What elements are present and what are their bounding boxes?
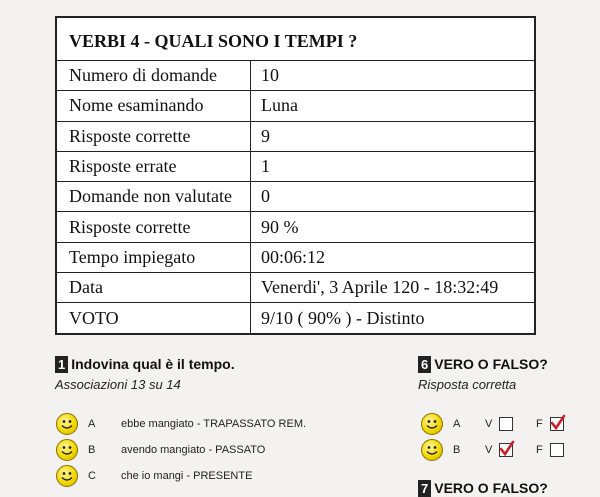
row-value: 90 %: [251, 212, 535, 242]
answer-letter: B: [88, 444, 96, 456]
table-row: [57, 91, 534, 121]
row-value: Venerdi', 3 Aprile 120 - 18:32:49: [251, 273, 535, 303]
results-report: [55, 16, 536, 335]
true-label: V: [485, 444, 493, 456]
table-row: [57, 273, 534, 303]
row-label: VOTO: [57, 303, 251, 333]
row-value: Luna: [251, 91, 535, 121]
question-title: Indovina qual è il tempo.: [71, 356, 235, 372]
table-row: [57, 242, 534, 272]
question-7-heading: [418, 480, 548, 497]
true-checkbox[interactable]: [499, 417, 513, 431]
table-row: [57, 61, 534, 91]
smiley-icon: [56, 465, 78, 487]
answer-letter: C: [88, 470, 96, 482]
answer-text: ebbe mangiato - TRAPASSATO REM.: [121, 418, 307, 430]
answer-letter: A: [88, 418, 96, 430]
results-table: [57, 61, 534, 333]
question-title: VERO O FALSO?: [434, 356, 548, 372]
smiley-icon: [56, 439, 78, 461]
true-label: V: [485, 418, 493, 430]
row-value: 9: [251, 121, 535, 151]
row-label: Risposte errate: [57, 151, 251, 181]
row-label: Tempo impiegato: [57, 242, 251, 272]
question-1-subtitle: Associazioni 13 su 14: [55, 377, 181, 392]
report-title: VERBI 4 - QUALI SONO I TEMPI ?: [57, 18, 534, 61]
row-value: 10: [261, 65, 279, 86]
false-label: F: [536, 444, 543, 456]
smiley-icon: [421, 413, 443, 435]
row-value: 00:06:12: [251, 242, 535, 272]
row-value: 9/10 ( 90% ) - Distinto: [251, 303, 535, 333]
check-mark-icon: [550, 414, 566, 432]
row-label: Risposte corrette: [57, 212, 251, 242]
false-checkbox[interactable]: [550, 443, 564, 457]
answer-letter: B: [453, 444, 461, 456]
true-checkbox[interactable]: [499, 443, 513, 457]
smiley-icon: [421, 439, 443, 461]
table-row: [57, 182, 534, 212]
table-row: [57, 151, 534, 181]
row-label: Domande non valutate: [57, 182, 251, 212]
table-row: [57, 212, 534, 242]
false-label: F: [536, 418, 543, 430]
check-mark-icon: [499, 440, 515, 458]
row-label: Nome esaminando: [57, 91, 251, 121]
row-label: Numero di domande: [57, 61, 251, 91]
question-number-badge: 6: [418, 356, 431, 373]
question-1-heading: [55, 356, 235, 373]
question-number-badge: 7: [418, 480, 431, 497]
smiley-icon: [56, 413, 78, 435]
row-label: Risposte corrette: [57, 121, 251, 151]
row-label: Data: [57, 273, 251, 303]
question-6-heading: [418, 356, 548, 373]
question-number-badge: 1: [55, 356, 68, 373]
question-6-subtitle: Risposta corretta: [418, 377, 517, 392]
question-title: VERO O FALSO?: [434, 480, 548, 496]
answer-text: avendo mangiato - PASSATO: [121, 444, 266, 456]
answer-letter: A: [453, 418, 461, 430]
answer-text: che io mangi - PRESENTE: [121, 470, 253, 482]
row-value: 0: [251, 182, 535, 212]
table-row: [57, 121, 534, 151]
false-checkbox[interactable]: [550, 417, 564, 431]
table-row: [57, 303, 534, 333]
row-value: 1: [251, 151, 535, 181]
